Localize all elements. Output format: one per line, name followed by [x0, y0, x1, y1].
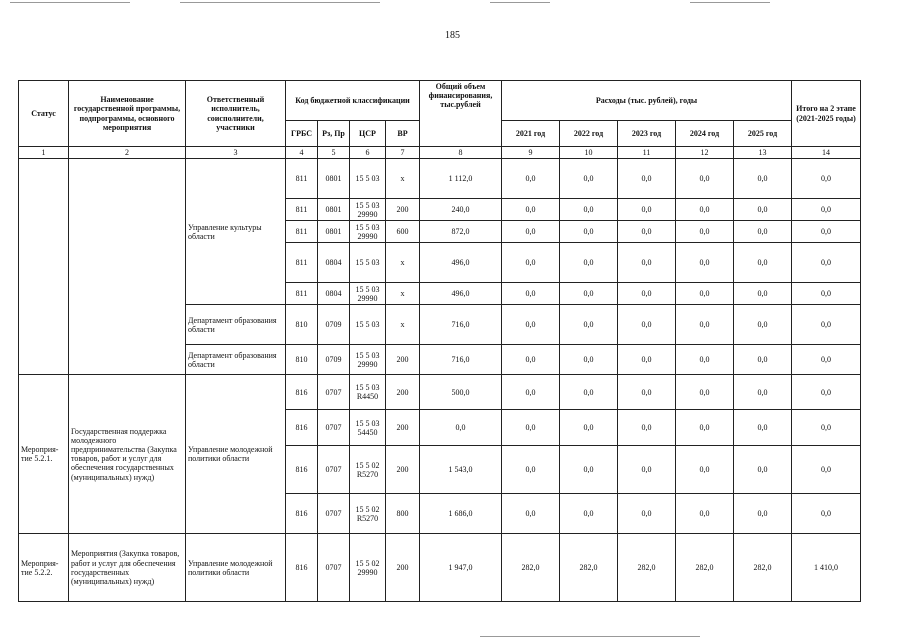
y2023-cell: 0,0 — [618, 199, 676, 221]
y2023-cell: 0,0 — [618, 305, 676, 345]
column-number: 6 — [350, 147, 386, 159]
rzpr-cell: 0801 — [318, 199, 350, 221]
y2022-cell: 0,0 — [560, 345, 618, 375]
vr-cell: 600 — [386, 221, 420, 243]
grbs-cell: 816 — [286, 375, 318, 410]
total-cell: 240,0 — [420, 199, 502, 221]
scan-artifact — [690, 2, 770, 3]
y2025-cell: 0,0 — [734, 199, 792, 221]
total-cell: 500,0 — [420, 375, 502, 410]
csr-cell: 15 5 03 — [350, 243, 386, 283]
rzpr-cell: 0707 — [318, 534, 350, 602]
y2021-cell: 0,0 — [502, 305, 560, 345]
vr-cell: 200 — [386, 534, 420, 602]
total-cell: 872,0 — [420, 221, 502, 243]
sum-cell: 0,0 — [792, 410, 861, 446]
y2025-cell: 282,0 — [734, 534, 792, 602]
y2025-cell: 0,0 — [734, 305, 792, 345]
header-budget-code: Код бюджетной классификации — [286, 81, 420, 121]
y2021-cell: 0,0 — [502, 375, 560, 410]
header-2024: 2024 год — [676, 121, 734, 147]
header-csr: ЦСР — [350, 121, 386, 147]
y2022-cell: 0,0 — [560, 283, 618, 305]
scan-artifact — [180, 2, 380, 3]
vr-cell: х — [386, 159, 420, 199]
csr-cell: 15 5 03 — [350, 159, 386, 199]
y2023-cell: 0,0 — [618, 221, 676, 243]
vr-cell: х — [386, 305, 420, 345]
header-rzpr: Рз, Пр — [318, 121, 350, 147]
y2024-cell: 0,0 — [676, 375, 734, 410]
y2022-cell: 0,0 — [560, 494, 618, 534]
y2024-cell: 0,0 — [676, 159, 734, 199]
name-measure-5-2-2: Мероприятия (Закупка товаров, работ и услуг для обеспечения государственных (муниципальных) нужд) — [69, 534, 186, 602]
y2024-cell: 282,0 — [676, 534, 734, 602]
header-2021: 2021 год — [502, 121, 560, 147]
column-number-row — [19, 147, 861, 159]
csr-cell: 15 5 03 29990 — [350, 221, 386, 243]
vr-cell: 200 — [386, 199, 420, 221]
column-number: 7 — [386, 147, 420, 159]
vr-cell: 200 — [386, 375, 420, 410]
column-number: 12 — [676, 147, 734, 159]
csr-cell: 15 5 03 — [350, 305, 386, 345]
status-measure-5-2-1: Мероприя-тие 5.2.1. — [19, 375, 69, 534]
grbs-cell: 811 — [286, 283, 318, 305]
y2025-cell: 0,0 — [734, 446, 792, 494]
rzpr-cell: 0801 — [318, 159, 350, 199]
y2022-cell: 0,0 — [560, 410, 618, 446]
executor-education: Департамент образования области — [186, 345, 286, 375]
y2023-cell: 282,0 — [618, 534, 676, 602]
scan-artifact — [480, 636, 700, 637]
rzpr-cell: 0707 — [318, 410, 350, 446]
grbs-cell: 811 — [286, 221, 318, 243]
header-2025: 2025 год — [734, 121, 792, 147]
y2021-cell: 0,0 — [502, 494, 560, 534]
grbs-cell: 811 — [286, 243, 318, 283]
y2021-cell: 0,0 — [502, 446, 560, 494]
y2023-cell: 0,0 — [618, 159, 676, 199]
y2025-cell: 0,0 — [734, 221, 792, 243]
total-cell: 1 543,0 — [420, 446, 502, 494]
y2023-cell: 0,0 — [618, 345, 676, 375]
total-cell: 496,0 — [420, 243, 502, 283]
grbs-cell: 816 — [286, 410, 318, 446]
csr-cell: 15 5 03 29990 — [350, 345, 386, 375]
y2021-cell: 0,0 — [502, 199, 560, 221]
total-cell: 716,0 — [420, 305, 502, 345]
table-row — [19, 375, 861, 410]
y2025-cell: 0,0 — [734, 283, 792, 305]
csr-cell: 15 5 03 54450 — [350, 410, 386, 446]
vr-cell: 800 — [386, 494, 420, 534]
rzpr-cell: 0707 — [318, 375, 350, 410]
y2022-cell: 0,0 — [560, 199, 618, 221]
grbs-cell: 816 — [286, 446, 318, 494]
y2022-cell: 0,0 — [560, 221, 618, 243]
csr-cell: 15 5 02 R5270 — [350, 446, 386, 494]
header-grbs: ГРБС — [286, 121, 318, 147]
vr-cell: 200 — [386, 446, 420, 494]
header-expenses: Расходы (тыс. рублей), годы — [502, 81, 792, 121]
header-stage-total: Итого на 2 этапе (2021-2025 годы) — [792, 81, 861, 147]
rzpr-cell: 0804 — [318, 283, 350, 305]
budget-table — [18, 80, 861, 602]
csr-cell: 15 5 03 29990 — [350, 199, 386, 221]
y2024-cell: 0,0 — [676, 446, 734, 494]
column-number: 11 — [618, 147, 676, 159]
executor-education: Департамент образования области — [186, 305, 286, 345]
y2021-cell: 0,0 — [502, 345, 560, 375]
y2022-cell: 0,0 — [560, 159, 618, 199]
rzpr-cell: 0709 — [318, 305, 350, 345]
y2024-cell: 0,0 — [676, 410, 734, 446]
header-executor: Ответственный исполнитель, соисполнители, участники — [186, 81, 286, 147]
name-measure-5-2-1: Государственная поддержка молодежного предпринимательства (Закупка товаров, работ и услуг для обеспечения государственных (муниципальных) нужд) — [69, 375, 186, 534]
column-number: 5 — [318, 147, 350, 159]
total-cell: 496,0 — [420, 283, 502, 305]
column-number: 13 — [734, 147, 792, 159]
vr-cell: 200 — [386, 410, 420, 446]
csr-cell: 15 5 03 29990 — [350, 283, 386, 305]
y2024-cell: 0,0 — [676, 283, 734, 305]
y2023-cell: 0,0 — [618, 283, 676, 305]
y2022-cell: 282,0 — [560, 534, 618, 602]
y2025-cell: 0,0 — [734, 494, 792, 534]
sum-cell: 0,0 — [792, 494, 861, 534]
column-number: 1 — [19, 147, 69, 159]
sum-cell: 0,0 — [792, 243, 861, 283]
sum-cell: 0,0 — [792, 446, 861, 494]
scan-artifact — [490, 2, 550, 3]
executor-youth-policy: Управление молодежной политики области — [186, 534, 286, 602]
y2023-cell: 0,0 — [618, 410, 676, 446]
csr-cell: 15 5 02 29990 — [350, 534, 386, 602]
y2021-cell: 0,0 — [502, 221, 560, 243]
total-cell: 716,0 — [420, 345, 502, 375]
vr-cell: 200 — [386, 345, 420, 375]
table-row — [19, 159, 861, 199]
column-number: 2 — [69, 147, 186, 159]
y2025-cell: 0,0 — [734, 159, 792, 199]
status-cell-empty — [19, 159, 69, 375]
y2024-cell: 0,0 — [676, 221, 734, 243]
column-number: 10 — [560, 147, 618, 159]
header-row-1 — [19, 81, 861, 121]
csr-cell: 15 5 02 R5270 — [350, 494, 386, 534]
name-cell-empty — [69, 159, 186, 375]
y2022-cell: 0,0 — [560, 375, 618, 410]
header-total-volume: Общий объем финансирования, тыс.рублей — [420, 81, 502, 147]
y2025-cell: 0,0 — [734, 410, 792, 446]
table-row — [19, 534, 861, 602]
y2025-cell: 0,0 — [734, 243, 792, 283]
sum-cell: 0,0 — [792, 221, 861, 243]
column-number: 8 — [420, 147, 502, 159]
column-number: 14 — [792, 147, 861, 159]
total-cell: 0,0 — [420, 410, 502, 446]
executor-culture: Управление культуры области — [186, 159, 286, 305]
y2021-cell: 282,0 — [502, 534, 560, 602]
y2024-cell: 0,0 — [676, 199, 734, 221]
grbs-cell: 811 — [286, 159, 318, 199]
csr-cell: 15 5 03 R4450 — [350, 375, 386, 410]
y2023-cell: 0,0 — [618, 446, 676, 494]
y2024-cell: 0,0 — [676, 494, 734, 534]
rzpr-cell: 0709 — [318, 345, 350, 375]
y2022-cell: 0,0 — [560, 305, 618, 345]
sum-cell: 0,0 — [792, 199, 861, 221]
rzpr-cell: 0707 — [318, 494, 350, 534]
vr-cell: х — [386, 283, 420, 305]
y2021-cell: 0,0 — [502, 159, 560, 199]
sum-cell: 0,0 — [792, 375, 861, 410]
rzpr-cell: 0801 — [318, 221, 350, 243]
y2022-cell: 0,0 — [560, 243, 618, 283]
y2025-cell: 0,0 — [734, 345, 792, 375]
column-number: 3 — [186, 147, 286, 159]
header-2023: 2023 год — [618, 121, 676, 147]
vr-cell: х — [386, 243, 420, 283]
y2024-cell: 0,0 — [676, 243, 734, 283]
y2025-cell: 0,0 — [734, 375, 792, 410]
page-number: 185 — [445, 30, 460, 41]
column-number: 4 — [286, 147, 318, 159]
header-name: Наименование государственной программы, подпрограммы, основного мероприятия — [69, 81, 186, 147]
grbs-cell: 816 — [286, 534, 318, 602]
y2023-cell: 0,0 — [618, 494, 676, 534]
executor-youth-policy: Управление молодежной политики области — [186, 375, 286, 534]
y2021-cell: 0,0 — [502, 410, 560, 446]
y2024-cell: 0,0 — [676, 345, 734, 375]
rzpr-cell: 0804 — [318, 243, 350, 283]
sum-cell: 0,0 — [792, 305, 861, 345]
total-cell: 1 947,0 — [420, 534, 502, 602]
sum-cell: 0,0 — [792, 159, 861, 199]
grbs-cell: 811 — [286, 199, 318, 221]
y2023-cell: 0,0 — [618, 375, 676, 410]
header-2022: 2022 год — [560, 121, 618, 147]
grbs-cell: 810 — [286, 345, 318, 375]
column-number: 9 — [502, 147, 560, 159]
y2024-cell: 0,0 — [676, 305, 734, 345]
rzpr-cell: 0707 — [318, 446, 350, 494]
total-cell: 1 686,0 — [420, 494, 502, 534]
status-measure-5-2-2: Мероприя-тие 5.2.2. — [19, 534, 69, 602]
y2022-cell: 0,0 — [560, 446, 618, 494]
grbs-cell: 810 — [286, 305, 318, 345]
sum-cell: 0,0 — [792, 345, 861, 375]
grbs-cell: 816 — [286, 494, 318, 534]
sum-cell: 1 410,0 — [792, 534, 861, 602]
header-vr: ВР — [386, 121, 420, 147]
header-status: Статус — [19, 81, 69, 147]
sum-cell: 0,0 — [792, 283, 861, 305]
y2023-cell: 0,0 — [618, 243, 676, 283]
total-cell: 1 112,0 — [420, 159, 502, 199]
y2021-cell: 0,0 — [502, 243, 560, 283]
scan-artifact — [10, 2, 130, 3]
y2021-cell: 0,0 — [502, 283, 560, 305]
